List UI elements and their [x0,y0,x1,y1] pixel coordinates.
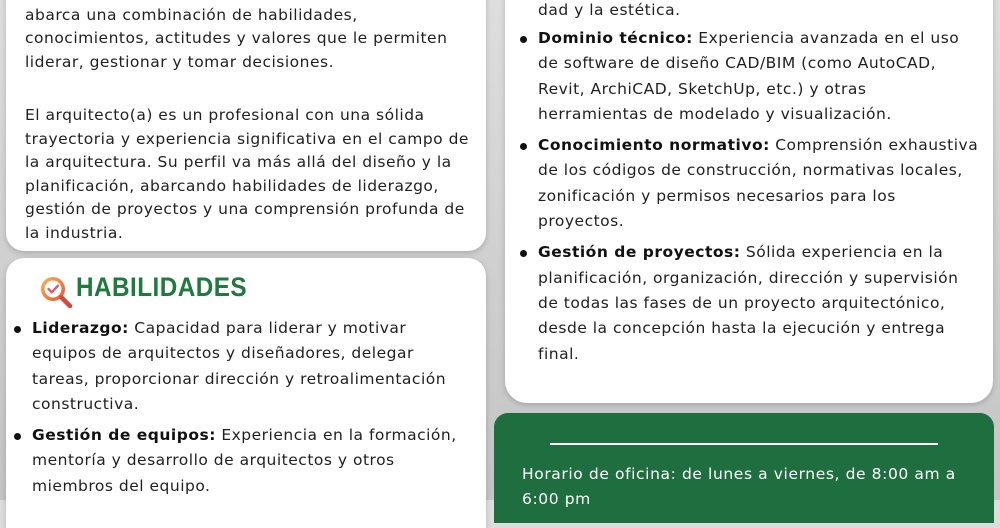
bullet-icon [14,433,21,440]
list-item [518,26,980,127]
item-text: Experiencia en la formación, mentoría y desarrollo de arquitectos y otros miembros del equipo. [32,426,457,495]
skills-list [12,316,474,505]
intro-paragraph-1: abarca una combinación de habilidades, conocimientos, actitudes y valores que le permiten liderar, gestionar y tomar decisiones. [25,5,448,71]
item-label: Liderazgo: [32,319,129,337]
bullet-icon [520,36,527,43]
divider [550,443,938,445]
office-hours-text: Horario de oficina: de lunes a viernes, de 8:00 am a 6:00 pm [522,465,956,508]
item-text: Experiencia avanzada en el uso de software de diseño CAD/BIM (como AutoCAD, Revit, ArchiCAD, SketchUp, etc.) y otras herramientas de modelado y visualización. [538,29,960,123]
requirements-top-text: dad y la estética. [538,1,681,19]
item-text: Capacidad para liderar y motivar equipos de arquitectos y diseñadores, delegar tareas, proporcionar dirección y retroalimentación constructiva. [32,319,447,413]
item-label: Gestión de equipos: [32,426,216,445]
bullet-icon [520,250,527,257]
list-item [12,316,474,417]
bullet-icon [14,326,21,333]
intro-paragraph-2: El arquitecto(a) es un profesional con una sólida trayectoria y experiencia significativa en el campo de la arquitectura. Su perfil va más allá del diseño y la planificación, abarcando habilidades de liderazgo, gestión de proyectos y una comprensión profunda de la industria. [25,106,469,242]
list-item [518,240,980,366]
item-label: Gestión de proyectos: [538,243,741,262]
item-label: Dominio técnico: [538,29,693,47]
search-check-icon [38,274,74,310]
list-item [12,423,474,499]
requirements-list [518,26,980,373]
list-item [518,133,980,234]
bullet-icon [520,143,527,150]
item-text: Comprensión exhaustiva de los códigos de construcción, normativas locales, zonificación y permisos necesarios para los proyectos. [538,136,979,231]
item-text: Sólida experiencia en la planificación, organización, dirección y supervisión de todas las fases de un proyecto arquitectónico, desde la concepción hasta la ejecución y entrega final. [538,243,959,363]
item-label: Conocimiento normativo: [538,136,770,155]
skills-title: HABILIDADES [76,272,248,302]
